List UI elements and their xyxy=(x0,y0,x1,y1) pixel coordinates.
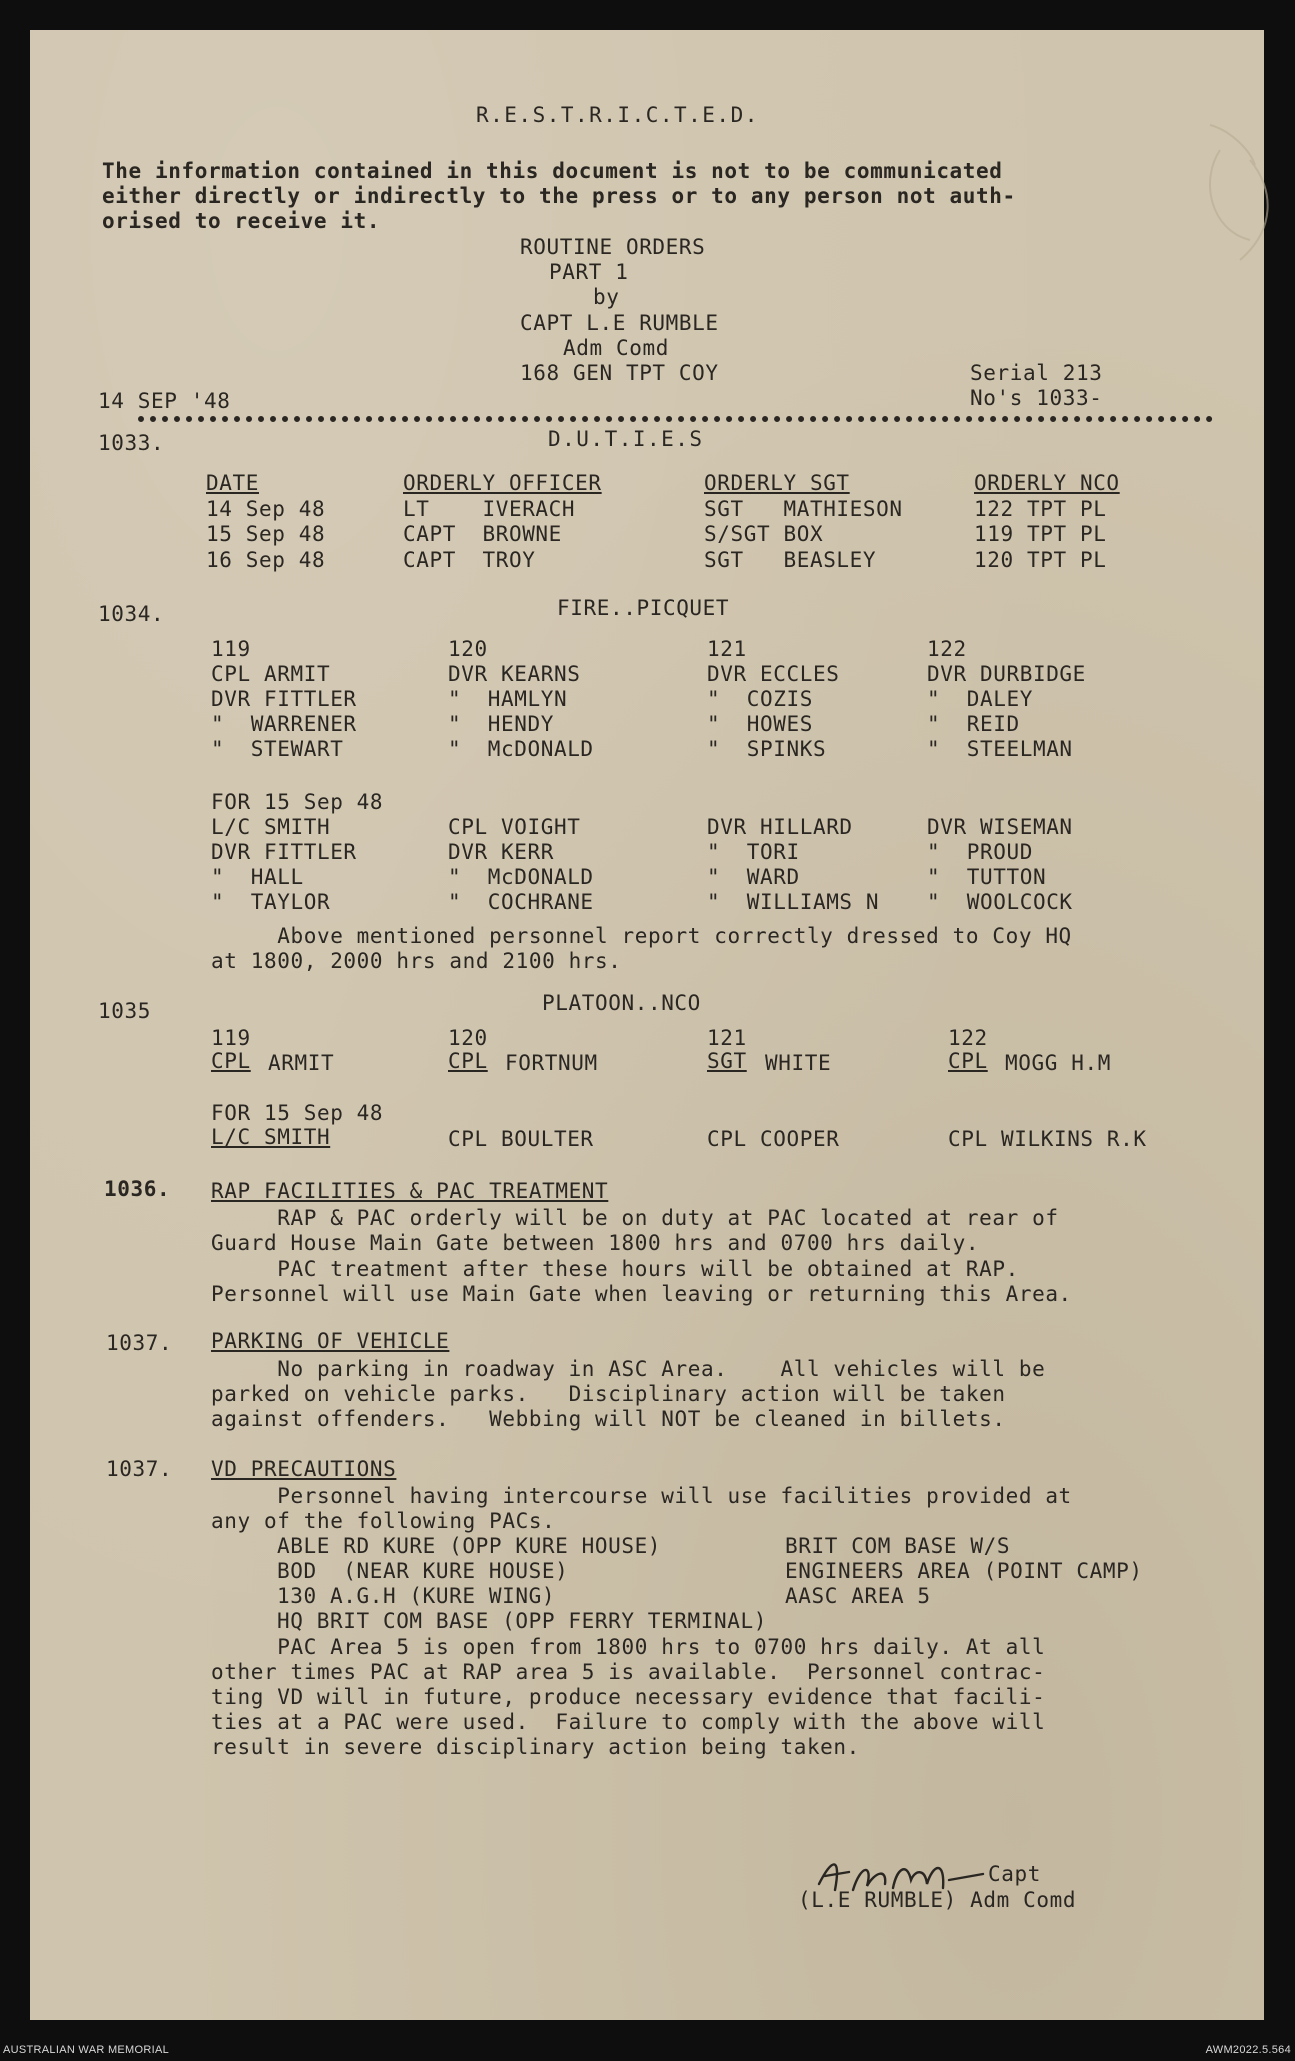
section-heading: RAP FACILITIES & PAC TREATMENT xyxy=(211,1179,609,1203)
vd-intro-2: any of the following PACs. xyxy=(211,1509,556,1533)
nco-name: CPL COOPER xyxy=(707,1127,840,1151)
vd-closing-2: other times PAC at RAP area 5 is available. Personnel contrac- xyxy=(211,1660,1046,1684)
nco-name: WHITE xyxy=(765,1051,832,1075)
picquet-name: " HENDY xyxy=(448,712,554,736)
pac-location: BOD (NEAR KURE HOUSE) xyxy=(277,1559,569,1583)
picquet-name: DVR ECCLES xyxy=(707,662,840,686)
platoon-number: 120 xyxy=(448,637,488,661)
nco-rank: CPL xyxy=(448,1049,488,1073)
duties-cell: 14 Sep 48 xyxy=(206,497,326,521)
picquet-name: " McDONALD xyxy=(448,737,594,761)
signature-block: (L.E RUMBLE) Adm Comd xyxy=(798,1888,1077,1912)
for-date-label: FOR 15 Sep 48 xyxy=(211,790,384,814)
picquet-name: DVR WISEMAN xyxy=(927,815,1073,839)
signature-rank: Capt xyxy=(988,1862,1041,1886)
dotted-divider xyxy=(138,416,1213,422)
title-line-3: by xyxy=(593,285,620,309)
picquet-name: " HALL xyxy=(211,865,304,889)
picquet-name: " PROUD xyxy=(927,840,1033,864)
pac-location: BRIT COM BASE W/S xyxy=(785,1534,1011,1558)
for-date-label: FOR 15 Sep 48 xyxy=(211,1101,384,1125)
picquet-name: " STEELMAN xyxy=(927,737,1073,761)
title-line-2: PART 1 xyxy=(549,260,629,284)
picquet-name: " HAMLYN xyxy=(448,687,568,711)
section-number: 1033. xyxy=(98,431,165,455)
rap-line-1: RAP & PAC orderly will be on duty at PAC located at rear of xyxy=(211,1206,1059,1230)
duties-cell: SGT BEASLEY xyxy=(704,548,877,572)
notice-line-3: orised to receive it. xyxy=(102,209,381,233)
picquet-note-line-2: at 1800, 2000 hrs and 2100 hrs. xyxy=(211,949,622,973)
platoon-number: 122 xyxy=(927,637,967,661)
section-heading: VD PRECAUTIONS xyxy=(211,1457,397,1481)
picquet-name: " REID xyxy=(927,712,1020,736)
section-number: 1037. xyxy=(106,1457,173,1481)
section-heading: PARKING OF VEHICLE xyxy=(211,1329,450,1353)
serial-number: Serial 213 xyxy=(970,361,1103,385)
nco-rank: CPL xyxy=(211,1049,251,1073)
picquet-name: " WARRENER xyxy=(211,712,357,736)
duties-cell: 16 Sep 48 xyxy=(206,548,326,572)
notice-line-1: The information contained in this document is not to be communicated xyxy=(102,159,1003,183)
vd-intro-1: Personnel having intercourse will use facilities provided at xyxy=(211,1484,1072,1508)
nco-name: L/C SMITH xyxy=(211,1125,331,1149)
vd-closing-5: result in severe disciplinary action being taken. xyxy=(211,1735,860,1759)
nco-rank: CPL xyxy=(948,1049,988,1073)
duties-col-nco: ORDERLY NCO xyxy=(974,471,1120,495)
platoon-number: 119 xyxy=(211,637,251,661)
nco-rank: SGT xyxy=(707,1049,747,1073)
picquet-name: L/C SMITH xyxy=(211,815,331,839)
order-date: 14 SEP '48 xyxy=(98,389,231,413)
platoon-number: 122 xyxy=(948,1026,988,1050)
picquet-name: " TORI xyxy=(707,840,800,864)
duties-col-sgt: ORDERLY SGT xyxy=(704,471,850,495)
duties-cell: 122 TPT PL xyxy=(974,497,1107,521)
nco-name: CPL BOULTER xyxy=(448,1127,594,1151)
picquet-name: " TAYLOR xyxy=(211,890,331,914)
parking-line-2: parked on vehicle parks. Disciplinary action will be taken xyxy=(211,1382,1006,1406)
vd-closing-3: ting VD will in future, produce necessary evidence that facili- xyxy=(211,1685,1046,1709)
picquet-name: " STEWART xyxy=(211,737,344,761)
duties-cell: 15 Sep 48 xyxy=(206,522,326,546)
picquet-name: DVR HILLARD xyxy=(707,815,853,839)
section-number: 1034. xyxy=(98,602,165,626)
notice-line-2: either directly or indirectly to the press or to any person not auth- xyxy=(102,184,1016,208)
vd-closing-4: ties at a PAC were used. Failure to comply with the above will xyxy=(211,1710,1046,1734)
platoon-number: 121 xyxy=(707,637,747,661)
rap-line-3: PAC treatment after these hours will be obtained at RAP. xyxy=(211,1257,1019,1281)
section-number: 1037. xyxy=(106,1331,173,1355)
picquet-name: " COZIS xyxy=(707,687,813,711)
pac-location: ABLE RD KURE (OPP KURE HOUSE) xyxy=(277,1534,662,1558)
parking-line-1: No parking in roadway in ASC Area. All vehicles will be xyxy=(211,1357,1046,1381)
picquet-name: " TUTTON xyxy=(927,865,1047,889)
picquet-name: DVR KERR xyxy=(448,840,554,864)
title-line-6: 168 GEN TPT COY xyxy=(520,361,719,385)
section-heading: FIRE..PICQUET xyxy=(557,596,730,620)
footer-left: AUSTRALIAN WAR MEMORIAL xyxy=(3,2044,170,2056)
picquet-name: " SPINKS xyxy=(707,737,827,761)
picquet-note-line-1: Above mentioned personnel report correctly dressed to Coy HQ xyxy=(211,924,1072,948)
duties-col-officer: ORDERLY OFFICER xyxy=(403,471,602,495)
section-number: 1035 xyxy=(98,999,151,1023)
duties-col-date: DATE xyxy=(206,471,259,495)
picquet-name: " HOWES xyxy=(707,712,813,736)
platoon-number: 120 xyxy=(448,1026,488,1050)
duties-cell: CAPT BROWNE xyxy=(403,522,562,546)
pac-location: ENGINEERS AREA (POINT CAMP) xyxy=(785,1559,1143,1583)
picquet-name: " COCHRANE xyxy=(448,890,594,914)
pencil-annotation xyxy=(1180,120,1290,280)
section-heading: PLATOON..NCO xyxy=(542,991,701,1015)
duties-cell: LT IVERACH xyxy=(403,497,576,521)
picquet-name: DVR FITTLER xyxy=(211,687,357,711)
nco-name: MOGG H.M xyxy=(1005,1051,1111,1075)
picquet-name: DVR FITTLER xyxy=(211,840,357,864)
parking-line-3: against offenders. Webbing will NOT be cleaned in billets. xyxy=(211,1407,1006,1431)
section-heading: D.U.T.I.E.S xyxy=(548,427,704,451)
duties-cell: 119 TPT PL xyxy=(974,522,1107,546)
picquet-name: " WARD xyxy=(707,865,800,889)
title-line-4: CAPT L.E RUMBLE xyxy=(520,311,719,335)
picquet-name: " WOOLCOCK xyxy=(927,890,1073,914)
rap-line-4: Personnel will use Main Gate when leaving or returning this Area. xyxy=(211,1282,1072,1306)
pac-location: HQ BRIT COM BASE (OPP FERRY TERMINAL) xyxy=(277,1609,767,1633)
classification-heading: R.E.S.T.R.I.C.T.E.D. xyxy=(476,103,759,127)
picquet-name: CPL ARMIT xyxy=(211,662,331,686)
platoon-number: 119 xyxy=(211,1026,251,1050)
vd-closing-1: PAC Area 5 is open from 1800 hrs to 0700 hrs daily. At all xyxy=(211,1635,1046,1659)
picquet-name: DVR DURBIDGE xyxy=(927,662,1086,686)
title-line-1: ROUTINE ORDERS xyxy=(520,235,706,259)
pac-location: AASC AREA 5 xyxy=(785,1584,931,1608)
document-page xyxy=(30,30,1264,2020)
footer-right: AWM2022.5.564 xyxy=(1205,2044,1291,2056)
duties-cell: 120 TPT PL xyxy=(974,548,1107,572)
rap-line-2: Guard House Main Gate between 1800 hrs and 0700 hrs daily. xyxy=(211,1231,980,1255)
duties-cell: CAPT TROY xyxy=(403,548,536,572)
picquet-name: " McDONALD xyxy=(448,865,594,889)
nco-name: CPL WILKINS R.K xyxy=(948,1127,1147,1151)
picquet-name: DVR KEARNS xyxy=(448,662,581,686)
duties-cell: S/SGT BOX xyxy=(704,522,824,546)
title-line-5: Adm Comd xyxy=(563,336,669,360)
picquet-name: CPL VOIGHT xyxy=(448,815,581,839)
nco-name: FORTNUM xyxy=(505,1051,598,1075)
picquet-name: " DALEY xyxy=(927,687,1033,711)
picquet-name: " WILLIAMS N xyxy=(707,890,880,914)
nco-name: ARMIT xyxy=(268,1051,335,1075)
section-number: 1036. xyxy=(104,1177,171,1201)
order-numbers: No's 1033- xyxy=(970,386,1103,410)
pac-location: 130 A.G.H (KURE WING) xyxy=(277,1584,556,1608)
duties-cell: SGT MATHIESON xyxy=(704,497,903,521)
platoon-number: 121 xyxy=(707,1026,747,1050)
